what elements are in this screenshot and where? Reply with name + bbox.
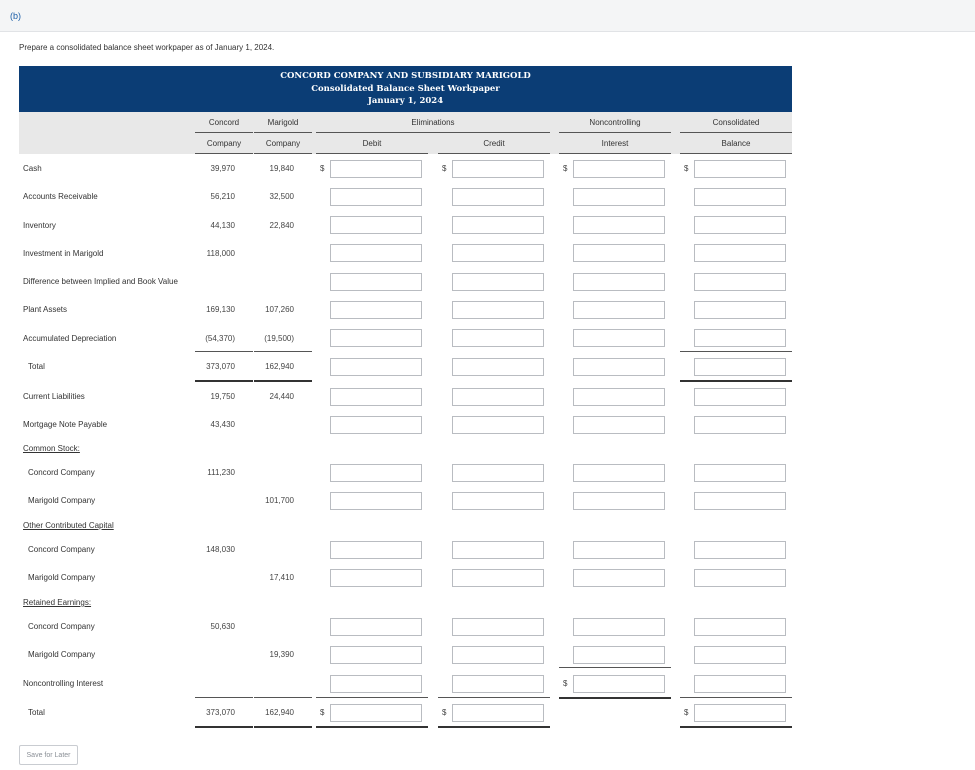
header-rule	[559, 153, 671, 154]
debit-input-mortgage-note[interactable]	[330, 416, 422, 434]
dollar-sign: $	[684, 708, 689, 717]
debit-input-inventory[interactable]	[330, 216, 422, 234]
value-marigold: 22,840	[269, 221, 294, 230]
header-rule	[680, 153, 792, 154]
part-label: (b)	[10, 11, 21, 21]
nci-input-inventory[interactable]	[573, 216, 665, 234]
consolidated-input-investment[interactable]	[694, 244, 786, 262]
header-marigold-bottom: Company	[265, 139, 301, 148]
consolidated-input-inventory[interactable]	[694, 216, 786, 234]
value-marigold: 17,410	[269, 573, 294, 582]
section-label-common-stock: Common Stock:	[23, 444, 80, 453]
credit-input-total-assets[interactable]	[452, 358, 544, 376]
worksheet-title	[19, 66, 792, 112]
nci-input-occ-concord[interactable]	[573, 541, 665, 559]
consolidated-input-plant-assets[interactable]	[694, 301, 786, 319]
credit-input-cs-marigold[interactable]	[452, 492, 544, 510]
dollar-sign: $	[442, 164, 447, 173]
credit-input-investment[interactable]	[452, 244, 544, 262]
consolidated-input-occ-marigold[interactable]	[694, 569, 786, 587]
header-noncontrolling-bottom: Interest	[601, 139, 629, 148]
total-double-rule	[254, 726, 312, 728]
value-concord: 148,030	[206, 545, 235, 554]
row-label-difference: Difference between Implied and Book Value	[23, 277, 178, 286]
consolidated-input-total-assets[interactable]	[694, 358, 786, 376]
row-label-total-equities: Total	[28, 708, 45, 717]
consolidated-input-re-concord[interactable]	[694, 618, 786, 636]
subtotal-rule	[195, 351, 253, 352]
debit-input-noncontrolling[interactable]	[330, 675, 422, 693]
credit-input-total[interactable]	[452, 704, 544, 722]
consolidated-input-total[interactable]	[694, 704, 786, 722]
value-marigold: 24,440	[269, 392, 294, 401]
consolidated-input-cash[interactable]	[694, 160, 786, 178]
row-label-accumulated-depreciation: Accumulated Depreciation	[23, 334, 117, 343]
value-concord: 56,210	[210, 192, 235, 201]
consolidated-input-accumulated-depreciation[interactable]	[694, 329, 786, 347]
credit-input-occ-marigold[interactable]	[452, 569, 544, 587]
credit-input-re-concord[interactable]	[452, 618, 544, 636]
row-label-re-marigold: Marigold Company	[28, 650, 96, 659]
debit-total-rule	[316, 726, 428, 728]
nci-input-total-assets[interactable]	[573, 358, 665, 376]
value-concord: 118,000	[206, 249, 235, 258]
consolidated-input-cs-concord[interactable]	[694, 464, 786, 482]
header-rule	[316, 132, 550, 133]
subtotal-rule	[254, 351, 312, 352]
dollar-sign: $	[320, 164, 325, 173]
nci-subtotal-rule	[559, 667, 671, 668]
header-rule	[254, 153, 312, 154]
nci-input-re-concord[interactable]	[573, 618, 665, 636]
header-concord-top: Concord	[208, 118, 240, 127]
nci-input-accounts-receivable[interactable]	[573, 188, 665, 206]
credit-input-accumulated-depreciation[interactable]	[452, 329, 544, 347]
header-eliminations: Eliminations	[411, 118, 455, 127]
section-label-other-contributed-capital: Other Contributed Capital	[23, 521, 114, 530]
nci-input-plant-assets[interactable]	[573, 301, 665, 319]
credit-input-plant-assets[interactable]	[452, 301, 544, 319]
debit-subtotal-rule	[316, 697, 428, 698]
row-label-occ-marigold: Marigold Company	[28, 573, 96, 582]
row-label-investment: Investment in Marigold	[23, 249, 104, 258]
value-concord-total: 373,070	[206, 708, 235, 717]
dollar-sign: $	[563, 679, 568, 688]
header-marigold-top: Marigold	[267, 118, 299, 127]
title-company: CONCORD COMPANY AND SUBSIDIARY MARIGOLD	[280, 71, 531, 81]
row-label-accounts-receivable: Accounts Receivable	[23, 192, 98, 201]
total-double-rule	[195, 726, 253, 728]
nci-input-noncontrolling[interactable]	[573, 675, 665, 693]
header-consolidated-top: Consolidated	[712, 118, 760, 127]
nci-input-cash[interactable]	[573, 160, 665, 178]
row-label-current-liabilities: Current Liabilities	[23, 392, 85, 401]
value-concord: 19,750	[210, 392, 235, 401]
nci-input-investment[interactable]	[573, 244, 665, 262]
nci-input-cs-concord[interactable]	[573, 464, 665, 482]
debit-input-occ-marigold[interactable]	[330, 569, 422, 587]
value-marigold: 101,700	[265, 496, 294, 505]
debit-input-cs-marigold[interactable]	[330, 492, 422, 510]
debit-input-accounts-receivable[interactable]	[330, 188, 422, 206]
consolidated-total-rule	[680, 726, 792, 728]
consolidated-input-cs-marigold[interactable]	[694, 492, 786, 510]
row-label-cs-marigold: Marigold Company	[28, 496, 96, 505]
nci-total-rule	[559, 697, 671, 699]
row-label-mortgage-note: Mortgage Note Payable	[23, 420, 108, 429]
debit-input-plant-assets[interactable]	[330, 301, 422, 319]
value-marigold: 19,390	[269, 650, 294, 659]
value-marigold-total: 162,940	[265, 362, 294, 371]
consolidated-input-occ-concord[interactable]	[694, 541, 786, 559]
instruction-text: Prepare a consolidated balance sheet workpaper as of January 1, 2024.	[19, 43, 275, 52]
title-statement: Consolidated Balance Sheet Workpaper	[311, 83, 500, 94]
nci-input-re-marigold[interactable]	[573, 646, 665, 664]
credit-input-inventory[interactable]	[452, 216, 544, 234]
debit-input-occ-concord[interactable]	[330, 541, 422, 559]
value-marigold: 107,260	[265, 305, 294, 314]
value-concord: 111,230	[207, 468, 235, 477]
nci-input-mortgage-note[interactable]	[573, 416, 665, 434]
credit-input-mortgage-note[interactable]	[452, 416, 544, 434]
credit-subtotal-rule	[438, 697, 550, 698]
dollar-sign: $	[684, 164, 689, 173]
top-bar	[0, 0, 975, 32]
credit-input-occ-concord[interactable]	[452, 541, 544, 559]
nci-input-difference[interactable]	[573, 273, 665, 291]
header-noncontrolling-top: Noncontrolling	[589, 118, 641, 127]
consolidated-input-noncontrolling[interactable]	[694, 675, 786, 693]
section-label-retained-earnings: Retained Earnings:	[23, 598, 92, 607]
dollar-sign: $	[563, 164, 568, 173]
debit-input-total[interactable]	[330, 704, 422, 722]
row-label-plant-assets: Plant Assets	[23, 305, 68, 314]
title-date: January 1, 2024	[367, 96, 444, 106]
credit-input-accounts-receivable[interactable]	[452, 188, 544, 206]
row-label-noncontrolling-interest: Noncontrolling Interest	[23, 679, 104, 688]
row-label-cs-concord: Concord Company	[28, 468, 95, 477]
row-label-occ-concord: Concord Company	[28, 545, 95, 554]
consolidated-input-accounts-receivable[interactable]	[694, 188, 786, 206]
header-concord-bottom: Company	[206, 139, 242, 148]
header-credit: Credit	[483, 139, 505, 148]
value-concord: 44,130	[210, 221, 235, 230]
debit-input-current-liabilities[interactable]	[330, 388, 422, 406]
debit-input-investment[interactable]	[330, 244, 422, 262]
consolidated-subtotal-rule	[680, 351, 792, 352]
nci-input-accumulated-depreciation[interactable]	[573, 329, 665, 347]
consolidated-subtotal-rule	[680, 697, 792, 698]
credit-input-difference[interactable]	[452, 273, 544, 291]
row-label-cash: Cash	[23, 164, 42, 173]
header-rule	[254, 132, 312, 133]
row-label-total-assets: Total	[28, 362, 45, 371]
debit-input-accumulated-depreciation[interactable]	[330, 329, 422, 347]
total-double-rule	[195, 380, 253, 382]
value-concord: 169,130	[206, 305, 235, 314]
credit-input-cash[interactable]	[452, 160, 544, 178]
consolidated-input-difference[interactable]	[694, 273, 786, 291]
debit-input-re-marigold[interactable]	[330, 646, 422, 664]
credit-total-rule	[438, 726, 550, 728]
debit-input-cash[interactable]	[330, 160, 422, 178]
header-debit: Debit	[362, 139, 382, 148]
header-rule	[195, 132, 253, 133]
credit-input-noncontrolling[interactable]	[452, 675, 544, 693]
subtotal-rule	[195, 697, 253, 698]
value-marigold-total: 162,940	[265, 708, 294, 717]
nci-input-cs-marigold[interactable]	[573, 492, 665, 510]
row-label-re-concord: Concord Company	[28, 622, 95, 631]
dollar-sign: $	[320, 708, 325, 717]
credit-input-re-marigold[interactable]	[452, 646, 544, 664]
value-marigold: 19,840	[269, 164, 294, 173]
consolidated-input-mortgage-note[interactable]	[694, 416, 786, 434]
value-marigold: 32,500	[269, 192, 294, 201]
value-concord-total: 373,070	[206, 362, 235, 371]
header-rule	[316, 153, 428, 154]
consolidated-total-rule	[680, 380, 792, 382]
nci-input-current-liabilities[interactable]	[573, 388, 665, 406]
header-rule	[680, 132, 792, 133]
nci-input-occ-marigold[interactable]	[573, 569, 665, 587]
value-concord: 43,430	[210, 420, 235, 429]
debit-input-total-assets[interactable]	[330, 358, 422, 376]
dollar-sign: $	[442, 708, 447, 717]
header-rule	[559, 132, 671, 133]
debit-input-cs-concord[interactable]	[330, 464, 422, 482]
subtotal-rule	[254, 697, 312, 698]
total-double-rule	[254, 380, 312, 382]
header-rule	[195, 153, 253, 154]
value-concord: (54,370)	[205, 334, 235, 343]
value-concord: 39,970	[210, 164, 235, 173]
consolidated-input-current-liabilities[interactable]	[694, 388, 786, 406]
row-label-inventory: Inventory	[23, 221, 56, 230]
header-rule	[438, 153, 550, 154]
consolidated-input-re-marigold[interactable]	[694, 646, 786, 664]
save-for-later-button[interactable]: Save for Later	[19, 745, 78, 765]
credit-input-current-liabilities[interactable]	[452, 388, 544, 406]
credit-input-cs-concord[interactable]	[452, 464, 544, 482]
value-marigold: (19,500)	[264, 334, 294, 343]
debit-input-re-concord[interactable]	[330, 618, 422, 636]
debit-input-difference[interactable]	[330, 273, 422, 291]
header-consolidated-bottom: Balance	[721, 139, 751, 148]
value-concord: 50,630	[210, 622, 235, 631]
